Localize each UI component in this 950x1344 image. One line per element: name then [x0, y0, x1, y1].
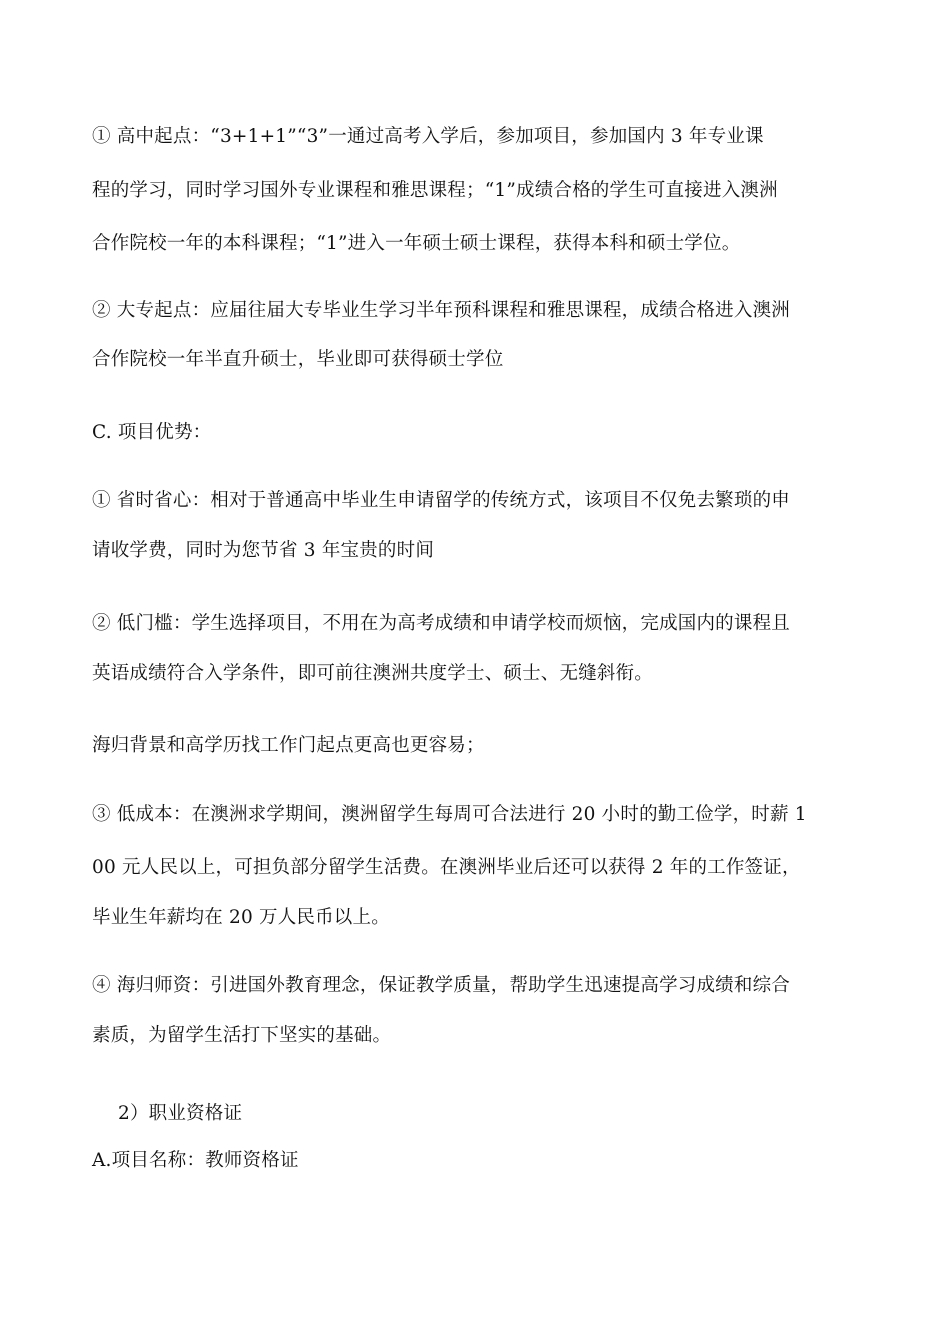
- paragraph-line: 程的学习，同时学习国外专业课程和雅思课程；“1”成绩合格的学生可直接进入澳洲: [92, 180, 778, 201]
- paragraph-line: 合作院校一年半直升硕士，毕业即可获得硕士学位: [92, 349, 504, 370]
- paragraph-line: 合作院校一年的本科课程；“1”进入一年硕士硕士课程，获得本科和硕士学位。: [92, 233, 741, 254]
- section-heading: 2）职业资格证: [118, 1103, 243, 1124]
- paragraph-line: 00 元人民以上，可担负部分留学生活费。在澳洲毕业后还可以获得 2 年的工作签证，: [92, 857, 801, 878]
- paragraph-line: ② 大专起点：应届往届大专毕业生学习半年预科课程和雅思课程，成绩合格进入澳洲: [92, 300, 790, 321]
- paragraph-line: ① 高中起点：“3+1+1”“3”一通过高考入学后，参加项目，参加国内 3 年专业课: [92, 126, 764, 147]
- paragraph-line: 英语成绩符合入学条件，即可前往澳洲共度学士、硕士、无缝斜衔。: [92, 663, 654, 684]
- paragraph-line: 海归背景和高学历找工作门起点更高也更容易；: [92, 735, 485, 756]
- paragraph-line: 毕业生年薪均在 20 万人民币以上。: [92, 907, 390, 928]
- section-heading: C. 项目优势：: [92, 422, 212, 443]
- paragraph-line: 请收学费，同时为您节省 3 年宝贵的时间: [92, 540, 435, 561]
- paragraph-line: ③ 低成本：在澳洲求学期间，澳洲留学生每周可合法进行 20 小时的勤工俭学，时薪 1: [92, 804, 807, 825]
- paragraph-line: ② 低门槛：学生选择项目，不用在为高考成绩和申请学校而烦恼，完成国内的课程且: [92, 613, 790, 634]
- paragraph-line: 素质，为留学生活打下坚实的基础。: [92, 1025, 392, 1046]
- paragraph-line: ① 省时省心：相对于普通高中毕业生申请留学的传统方式，该项目不仅免去繁琐的申: [92, 490, 790, 511]
- paragraph-line: A.项目名称：教师资格证: [92, 1150, 299, 1171]
- paragraph-line: ④ 海归师资：引进国外教育理念，保证教学质量，帮助学生迅速提高学习成绩和综合: [92, 975, 790, 996]
